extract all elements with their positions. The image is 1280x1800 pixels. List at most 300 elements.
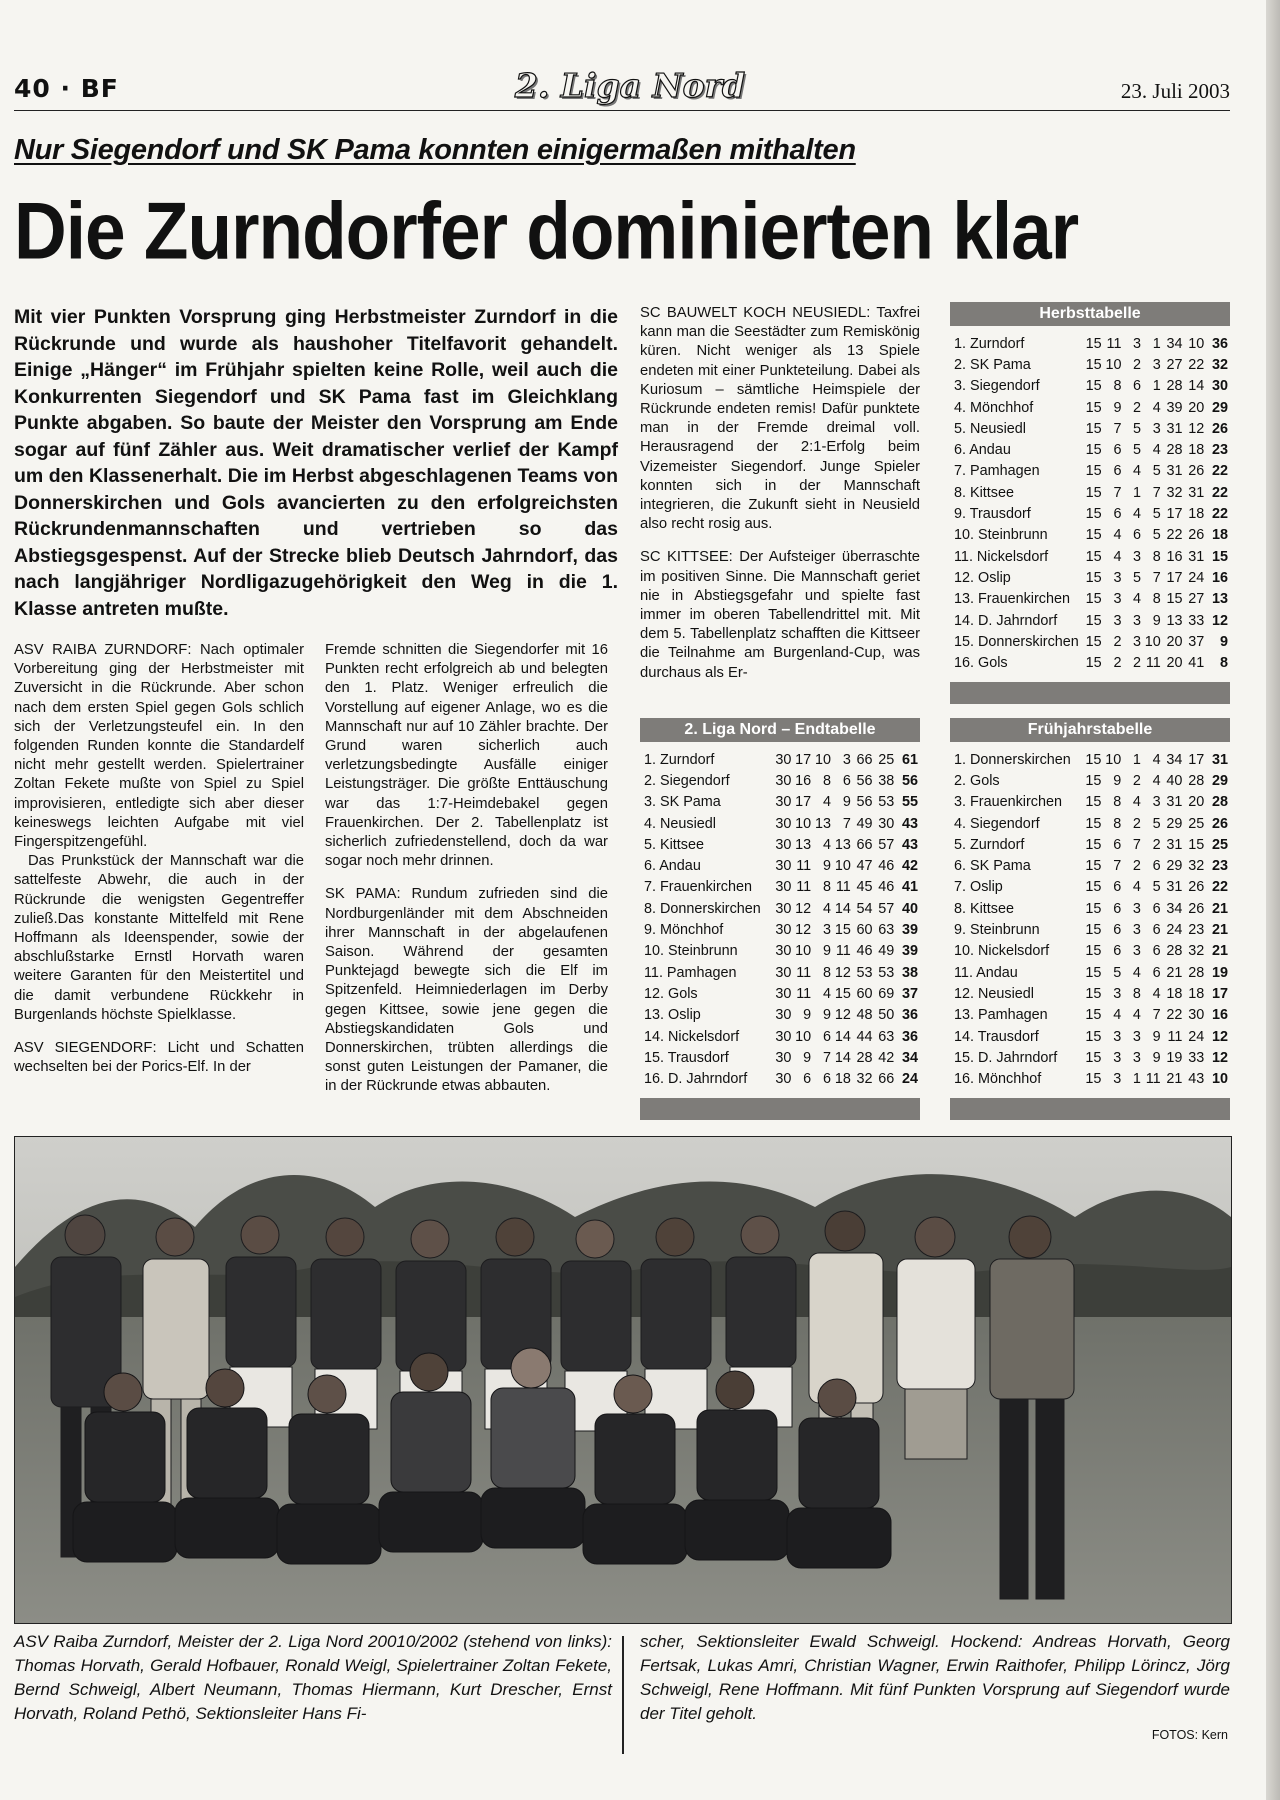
table-row: [640, 941, 920, 962]
wins-cell: 2: [1113, 633, 1122, 650]
losses-cell: 6: [1152, 964, 1161, 981]
games-cell: 15: [1085, 836, 1102, 853]
points-cell: 36: [901, 1007, 918, 1024]
points-cell: 22: [1211, 463, 1228, 480]
goals-for-cell: 34: [1166, 900, 1183, 917]
team-cell: 6. Andau: [644, 858, 701, 875]
goals-for-cell: 13: [1166, 612, 1183, 629]
points-cell: 23: [1211, 442, 1228, 459]
goals-against-cell: 32: [1188, 858, 1205, 875]
points-cell: 22: [1211, 484, 1228, 501]
table-row: [640, 813, 920, 834]
team-cell: 10. Steinbrunn: [954, 527, 1048, 544]
wins-cell: 10: [1105, 356, 1122, 373]
points-cell: 24: [901, 1071, 918, 1088]
wins-cell: 6: [1113, 463, 1122, 480]
goals-for-cell: 54: [856, 900, 873, 917]
team-cell: 11. Pamhagen: [644, 964, 737, 981]
points-cell: 15: [1211, 548, 1228, 565]
goals-for-cell: 44: [856, 1028, 873, 1045]
draws-cell: 4: [1132, 794, 1141, 811]
points-cell: 13: [1211, 591, 1228, 608]
standings-table: [950, 749, 1230, 1090]
table-footer-bar: [640, 1098, 920, 1120]
points-cell: 8: [1219, 655, 1228, 672]
wins-cell: 7: [1113, 858, 1122, 875]
points-cell: 16: [1211, 1007, 1228, 1024]
losses-cell: 3: [842, 751, 851, 768]
article-column-3: [640, 304, 920, 683]
goals-for-cell: 32: [1166, 484, 1183, 501]
goals-for-cell: 60: [856, 985, 873, 1002]
goals-for-cell: 66: [856, 836, 873, 853]
goals-against-cell: 37: [1188, 633, 1205, 650]
losses-cell: 15: [834, 985, 851, 1002]
draws-cell: 7: [822, 1049, 831, 1066]
table-row: [640, 792, 920, 813]
goals-against-cell: 17: [1188, 751, 1205, 768]
goals-for-cell: 32: [856, 1071, 873, 1088]
losses-cell: 4: [1152, 442, 1161, 459]
points-cell: 19: [1211, 964, 1228, 981]
table-row: [950, 919, 1230, 940]
draws-cell: 5: [1132, 442, 1141, 459]
wins-cell: 11: [796, 964, 812, 981]
draws-cell: 8: [822, 964, 831, 981]
wins-cell: 9: [803, 1049, 812, 1066]
team-cell: 15. Trausdorf: [644, 1049, 729, 1066]
draws-cell: 8: [822, 879, 831, 896]
games-cell: 15: [1085, 751, 1102, 768]
goals-against-cell: 49: [878, 943, 895, 960]
wins-cell: 3: [1113, 569, 1122, 586]
points-cell: 23: [1211, 858, 1228, 875]
draws-cell: 3: [1132, 633, 1141, 650]
points-cell: 21: [1211, 900, 1228, 917]
losses-cell: 4: [1152, 772, 1161, 789]
draws-cell: 7: [1132, 836, 1141, 853]
team-cell: 4. Mönchhof: [954, 399, 1034, 416]
team-cell: 13. Frauenkirchen: [954, 591, 1070, 608]
team-cell: 8. Donnerskirchen: [644, 900, 761, 917]
goals-for-cell: 34: [1166, 751, 1183, 768]
goals-for-cell: 49: [856, 815, 873, 832]
games-cell: 30: [775, 964, 792, 981]
losses-cell: 4: [1152, 399, 1161, 416]
header-rule: [14, 110, 1230, 111]
wins-cell: 6: [1113, 879, 1122, 896]
games-cell: 15: [1085, 879, 1102, 896]
goals-for-cell: 28: [1166, 378, 1183, 395]
goals-for-cell: 16: [1166, 548, 1183, 565]
points-cell: 17: [1211, 985, 1228, 1002]
wins-cell: 12: [795, 900, 812, 917]
points-cell: 39: [901, 943, 918, 960]
team-cell: 14. D. Jahrndorf: [954, 612, 1058, 629]
table-row: [950, 1068, 1230, 1089]
team-cell: 11. Andau: [954, 964, 1018, 981]
text-siegendorf: Licht und Schatten wechselten bei der Porics-Elf. In der: [14, 1040, 304, 1076]
losses-cell: 8: [1152, 548, 1161, 565]
team-cell: 1. Donnerskirchen: [954, 751, 1071, 768]
page-edge-shadow: [1266, 0, 1280, 1800]
draws-cell: 4: [1132, 1007, 1141, 1024]
losses-cell: 14: [834, 1028, 851, 1045]
team-cell: 5. Zurndorf: [954, 836, 1025, 853]
games-cell: 30: [775, 1049, 792, 1066]
points-cell: 16: [1211, 569, 1228, 586]
draws-cell: 4: [1132, 879, 1141, 896]
team-cell: 7. Pamhagen: [954, 463, 1040, 480]
draws-cell: 5: [1132, 420, 1141, 437]
games-cell: 15: [1085, 548, 1102, 565]
wins-cell: 6: [1113, 922, 1122, 939]
goals-for-cell: 11: [1167, 1028, 1183, 1045]
section-title: 2. Liga Nord: [514, 66, 746, 105]
team-cell: 1. Zurndorf: [954, 335, 1025, 352]
table-row: [950, 354, 1230, 375]
games-cell: 15: [1085, 356, 1102, 373]
points-cell: 42: [901, 858, 918, 875]
wins-cell: 11: [796, 858, 812, 875]
goals-for-cell: 28: [1166, 442, 1183, 459]
points-cell: 21: [1211, 943, 1228, 960]
games-cell: 15: [1085, 569, 1102, 586]
points-cell: 43: [901, 836, 918, 853]
draws-cell: 2: [1132, 655, 1141, 672]
games-cell: 15: [1085, 794, 1102, 811]
table-row: [950, 439, 1230, 460]
wins-cell: 3: [1113, 985, 1122, 1002]
losses-cell: 3: [1152, 420, 1161, 437]
draws-cell: 13: [814, 815, 831, 832]
table-row: [950, 333, 1230, 354]
table-row: [950, 567, 1230, 588]
goals-for-cell: 40: [1166, 772, 1183, 789]
wins-cell: 2: [1113, 655, 1122, 672]
draws-cell: 8: [822, 772, 831, 789]
goals-for-cell: 20: [1166, 655, 1183, 672]
games-cell: 15: [1085, 985, 1102, 1002]
points-cell: 21: [1211, 922, 1228, 939]
table-row: [640, 749, 920, 770]
draws-cell: 6: [1132, 378, 1141, 395]
table-row: [950, 397, 1230, 418]
goals-for-cell: 56: [856, 772, 873, 789]
team-cell: 2. Gols: [954, 772, 1000, 789]
goals-against-cell: 20: [1188, 794, 1205, 811]
photo-caption-part2: scher, Sektionsleiter Ewald Schweigl. Hockend: Andreas Horvath, Georg Fertsak, Lukas Amri, Christian Wagner, Erwin Raithofer, Philipp Lörincz, Jörg Schweigl, Rene Hoffmann. Mit fünf Punkten Vorsprung auf Siegendorf wurde der Titel geholt.: [640, 1632, 1230, 1723]
standings-table: [950, 333, 1230, 674]
goals-for-cell: 53: [856, 964, 873, 981]
points-cell: 56: [901, 772, 918, 789]
losses-cell: 7: [842, 815, 851, 832]
team-cell: 16. Gols: [954, 655, 1008, 672]
team-cell: 3. SK Pama: [644, 794, 721, 811]
draws-cell: 3: [1132, 1049, 1141, 1066]
goals-for-cell: 18: [1166, 985, 1183, 1002]
team-cell: 16. Mönchhof: [954, 1071, 1042, 1088]
goals-against-cell: 15: [1188, 836, 1205, 853]
losses-cell: 11: [1145, 655, 1161, 672]
games-cell: 15: [1085, 964, 1102, 981]
games-cell: 15: [1085, 943, 1102, 960]
table-row: [640, 877, 920, 898]
table-row: [950, 482, 1230, 503]
points-cell: 12: [1211, 1028, 1228, 1045]
draws-cell: 4: [1132, 463, 1141, 480]
draws-cell: 3: [822, 922, 831, 939]
team-cell: 2. SK Pama: [954, 356, 1031, 373]
team-cell: 4. Neusiedl: [644, 815, 716, 832]
goals-for-cell: 17: [1166, 506, 1183, 523]
team-cell: 14. Nickelsdorf: [644, 1028, 740, 1045]
wins-cell: 4: [1113, 527, 1122, 544]
points-cell: 32: [1211, 356, 1228, 373]
wins-cell: 11: [796, 879, 812, 896]
goals-for-cell: 28: [856, 1049, 873, 1066]
games-cell: 15: [1085, 506, 1102, 523]
wins-cell: 9: [1113, 772, 1122, 789]
table-row: [950, 983, 1230, 1004]
losses-cell: 6: [1152, 900, 1161, 917]
subhead-zurndorf: ASV RAIBA ZURNDORF:: [14, 642, 192, 658]
wins-cell: 8: [1113, 815, 1122, 832]
headline: Die Zurndorfer dominierten klar: [14, 187, 1079, 277]
table-row: [640, 770, 920, 791]
games-cell: 30: [775, 1028, 792, 1045]
losses-cell: 1: [1152, 335, 1161, 352]
wins-cell: 7: [1113, 484, 1122, 501]
wins-cell: 17: [795, 794, 812, 811]
subhead-siegendorf: ASV SIEGENDORF:: [14, 1040, 157, 1057]
draws-cell: 4: [822, 836, 831, 853]
losses-cell: 11: [1145, 1071, 1161, 1088]
wins-cell: 3: [1113, 612, 1122, 629]
goals-for-cell: 60: [856, 922, 873, 939]
team-cell: 6. Andau: [954, 442, 1011, 459]
team-cell: 3. Frauenkirchen: [954, 794, 1062, 811]
goals-against-cell: 46: [878, 858, 895, 875]
draws-cell: 3: [1132, 612, 1141, 629]
points-cell: 12: [1211, 1049, 1228, 1066]
wins-cell: 3: [1113, 1028, 1122, 1045]
goals-for-cell: 27: [1166, 356, 1183, 373]
table-row: [950, 589, 1230, 610]
losses-cell: 2: [1152, 836, 1161, 853]
losses-cell: 1: [1152, 378, 1161, 395]
table-fruehjahr: [950, 718, 1230, 1120]
team-cell: 2. Siegendorf: [644, 772, 730, 789]
team-cell: 7. Frauenkirchen: [644, 879, 752, 896]
goals-against-cell: 28: [1188, 772, 1205, 789]
team-cell: 12. Oslip: [954, 569, 1011, 586]
games-cell: 15: [1085, 399, 1102, 416]
losses-cell: 9: [842, 794, 851, 811]
goals-for-cell: 17: [1166, 569, 1183, 586]
goals-against-cell: 31: [1188, 484, 1205, 501]
standings-table: [640, 749, 920, 1090]
wins-cell: 3: [1113, 591, 1122, 608]
table-row: [640, 898, 920, 919]
table-row: [640, 834, 920, 855]
games-cell: 15: [1085, 484, 1102, 501]
losses-cell: 5: [1152, 463, 1161, 480]
goals-for-cell: 28: [1166, 943, 1183, 960]
wins-cell: 10: [1105, 751, 1122, 768]
team-cell: 1. Zurndorf: [644, 751, 715, 768]
kicker: Nur Siegendorf und SK Pama konnten einigermaßen mithalten: [14, 134, 856, 166]
wins-cell: 4: [1113, 548, 1122, 565]
losses-cell: 9: [1152, 1049, 1161, 1066]
team-cell: 16. D. Jahrndorf: [644, 1071, 748, 1088]
team-cell: 4. Siegendorf: [954, 815, 1040, 832]
wins-cell: 17: [795, 751, 812, 768]
losses-cell: 3: [1152, 794, 1161, 811]
games-cell: 30: [775, 879, 792, 896]
wins-cell: 3: [1113, 1071, 1122, 1088]
article-column-1: [14, 641, 304, 1077]
photo-caption-part1: ASV Raiba Zurndorf, Meister der 2. Liga Nord 20010/2002 (stehend von links): Thomas Horvath, Gerald Hofbauer, Ronald Weigl, Spielertrainer Zoltan Fekete, Bernd Schweigl, Albert Neumann, Thomas Hiermann, Kurt Drescher, Ernst Horvath, Roland Pethö, Sektionsleiter Hans Fi-: [14, 1632, 612, 1723]
draws-cell: 9: [822, 1007, 831, 1024]
games-cell: 30: [775, 985, 792, 1002]
games-cell: 30: [775, 858, 792, 875]
table-row: [950, 877, 1230, 898]
goals-against-cell: 57: [878, 836, 895, 853]
losses-cell: 6: [842, 772, 851, 789]
games-cell: 15: [1085, 463, 1102, 480]
games-cell: 15: [1085, 1007, 1102, 1024]
goals-against-cell: 26: [1188, 900, 1205, 917]
wins-cell: 6: [1113, 900, 1122, 917]
goals-for-cell: 21: [1166, 964, 1183, 981]
losses-cell: 5: [1152, 879, 1161, 896]
table-row: [640, 983, 920, 1004]
goals-against-cell: 57: [878, 900, 895, 917]
goals-against-cell: 32: [1188, 943, 1205, 960]
goals-against-cell: 63: [878, 922, 895, 939]
games-cell: 30: [775, 794, 792, 811]
goals-for-cell: 19: [1166, 1049, 1183, 1066]
draws-cell: 4: [1132, 591, 1141, 608]
points-cell: 29: [1211, 772, 1228, 789]
points-cell: 18: [1211, 527, 1228, 544]
points-cell: 55: [901, 794, 918, 811]
losses-cell: 5: [1152, 815, 1161, 832]
table-footer-bar: [950, 682, 1230, 704]
goals-against-cell: 24: [1188, 1028, 1205, 1045]
article-column-2: [325, 641, 608, 1097]
goals-for-cell: 31: [1166, 879, 1183, 896]
draws-cell: 3: [1132, 335, 1141, 352]
table-row: [640, 919, 920, 940]
points-cell: 26: [1211, 815, 1228, 832]
points-cell: 36: [1211, 335, 1228, 352]
goals-against-cell: 23: [1188, 922, 1205, 939]
losses-cell: 10: [1144, 633, 1161, 650]
draws-cell: 3: [1132, 922, 1141, 939]
table-row: [640, 1068, 920, 1089]
goals-for-cell: 34: [1166, 335, 1183, 352]
table-row: [950, 1047, 1230, 1068]
games-cell: 30: [775, 900, 792, 917]
points-cell: 38: [901, 964, 918, 981]
team-cell: 8. Kittsee: [954, 900, 1014, 917]
draws-cell: 2: [1132, 356, 1141, 373]
points-cell: 41: [901, 879, 918, 896]
goals-for-cell: 15: [1166, 591, 1183, 608]
wins-cell: 10: [795, 1028, 812, 1045]
draws-cell: 5: [1132, 569, 1141, 586]
table-row: [640, 1026, 920, 1047]
goals-for-cell: 29: [1166, 858, 1183, 875]
losses-cell: 14: [834, 900, 851, 917]
page-number: 40 · BF: [14, 74, 119, 103]
goals-for-cell: 45: [856, 879, 873, 896]
table-row: [950, 376, 1230, 397]
losses-cell: 11: [835, 879, 851, 896]
draws-cell: 3: [1132, 548, 1141, 565]
draws-cell: 2: [1132, 772, 1141, 789]
games-cell: 15: [1085, 527, 1102, 544]
table-row: [950, 941, 1230, 962]
goals-for-cell: 31: [1166, 794, 1183, 811]
team-cell: 15. Donnerskirchen: [954, 633, 1079, 650]
team-cell: 15. D. Jahrndorf: [954, 1049, 1058, 1066]
text-zurndorf: Nach optimaler Vorbereitung ging der Herbstmeister mit Zuversicht in die Rückrunde. Aber schon nach dem ersten Spiel gegen Gols schlich sich der Verletzungsteufel ein. In den folgenden Runden konnte die Standardelf nicht mehr gestellt werden. Spielertrainer Zoltan Fekete mußte von Spiel zu Spiel improvisieren, entledigte sich aber dieser keineswegs leichten Aufgabe mit viel Fingerspitzengefühl.: [14, 642, 304, 851]
goals-against-cell: 50: [878, 1007, 895, 1024]
goals-against-cell: 26: [1188, 527, 1205, 544]
losses-cell: 7: [1152, 569, 1161, 586]
points-cell: 36: [901, 1028, 918, 1045]
losses-cell: 10: [834, 858, 851, 875]
wins-cell: 11: [796, 985, 812, 1002]
games-cell: 30: [775, 751, 792, 768]
draws-cell: 1: [1132, 484, 1141, 501]
team-cell: 9. Trausdorf: [954, 506, 1031, 523]
table-row: [950, 898, 1230, 919]
points-cell: 26: [1211, 420, 1228, 437]
goals-against-cell: 38: [878, 772, 895, 789]
games-cell: 30: [775, 1007, 792, 1024]
table-row: [950, 503, 1230, 524]
games-cell: 15: [1085, 335, 1102, 352]
table-row: [950, 855, 1230, 876]
wins-cell: 8: [1113, 794, 1122, 811]
wins-cell: 7: [1113, 420, 1122, 437]
goals-for-cell: 39: [1166, 399, 1183, 416]
goals-against-cell: 25: [1188, 815, 1205, 832]
team-cell: 13. Pamhagen: [954, 1007, 1048, 1024]
issue-date: 23. Juli 2003: [1120, 79, 1230, 103]
table-row: [950, 652, 1230, 673]
lead-paragraph: Mit vier Punkten Vorsprung ging Herbstmeister Zurndorf in die Rückrunde und wurde als haushoher Titelfavorit gehandelt. Einige „Hänger“ im Frühjahr spielten keine Rolle, weil auch die Konkurrenten Siegendorf und SK Pama fast im Gleichklang Punkte abgaben. So baute der Meister den Vorsprung am Ende sogar auf fünf Zähler aus. Weit dramatischer verlief der Kampf um den Klassenerhalt. Die im Herbst abgeschlagenen Teams von Donnerskirchen und Gols avancierten zu den erfolgreichsten Rückrundenmannschaften und vertrieben so das Abstiegsgespenst. Auf der Strecke blieb Deutsch Jahrndorf, das nach langjähriger Nordligazugehörigkeit den Weg in die 1. Klasse antreten mußte.: [14, 306, 618, 620]
losses-cell: 5: [1152, 506, 1161, 523]
draws-cell: 3: [1132, 900, 1141, 917]
wins-cell: 6: [1113, 506, 1122, 523]
table-row: [950, 813, 1230, 834]
team-photo: [14, 1136, 1232, 1624]
table-row: [950, 1005, 1230, 1026]
games-cell: 15: [1085, 922, 1102, 939]
draws-cell: 1: [1132, 1071, 1141, 1088]
text-neusiedl: Taxfrei kann man die Seestädter zum Remiskönig küren. Nicht weniger als 13 Spiele endeten mit einer Punkteteilung. Dabei als Kuriosum – sämtliche Heimspiele der Rückrunde endeten remis! Dafür punktete man in der Fremde dreimal voll. Herausragend der 2:1-Erfolg beim Vizemeister Siegendorf. Junge Spieler konnten sich in der Mannschaft integrieren, die Zukunft sieht in Neusield also recht rosig aus.: [640, 305, 921, 533]
draws-cell: 3: [1132, 1028, 1141, 1045]
games-cell: 30: [775, 943, 792, 960]
table-row: [950, 461, 1230, 482]
points-cell: 22: [1211, 506, 1228, 523]
draws-cell: 8: [1132, 985, 1141, 1002]
